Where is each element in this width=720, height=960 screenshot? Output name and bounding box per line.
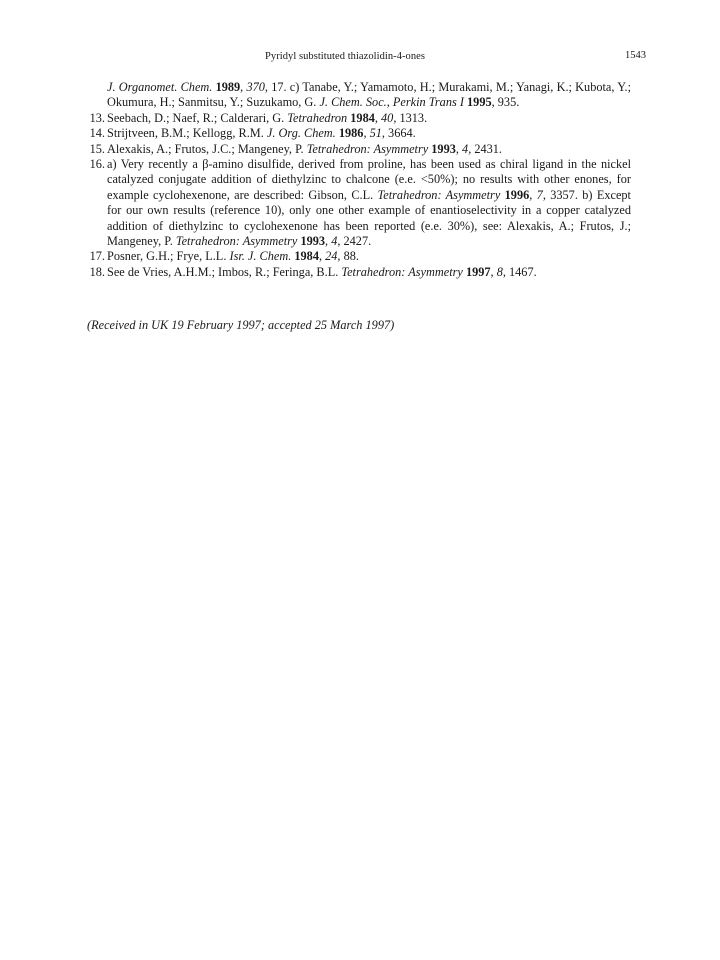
reference-number: 15.	[89, 141, 105, 156]
authors: See de Vries, A.H.M.; Imbos, R.; Feringa, B.L.	[107, 264, 342, 279]
journal-name: J. Chem. Soc., Perkin Trans I	[319, 95, 464, 110]
reference-17: 17. Posner, G.H.; Frye, L.L. Isr. J. Chem. 1984, 24, 88.	[85, 249, 631, 264]
journal-name: J. Org. Chem.	[266, 126, 336, 141]
pages: , 2427.	[337, 234, 372, 249]
authors: Posner, G.H.; Frye, L.L.	[107, 249, 230, 264]
volume: 51	[369, 126, 382, 141]
journal-name: Tetrahedron: Asymmetry	[341, 264, 463, 279]
authors: Alexakis, A.; Frutos, J.C.; Mangeney, P.	[107, 141, 307, 156]
pages: , 1313.	[393, 110, 428, 125]
reference-list	[85, 80, 631, 280]
journal-name: Tetrahedron: Asymmetry	[306, 141, 429, 156]
year: 1984	[350, 110, 375, 125]
volume: 4	[331, 234, 338, 249]
volume: 4	[462, 141, 469, 156]
pages: , 1467.	[502, 264, 537, 279]
received-note: (Received in UK 19 February 1997; accepted 25 March 1997)	[87, 318, 395, 332]
authors: Seebach, D.; Naef, R.; Calderari, G.	[107, 110, 288, 125]
reference-text: , 3357. b) Except for our own results (reference 10), only one other example of enantioselectivity in a copper catalyzed addition of diethylzinc to cyclohexenone has been reported (e.e. 30%), see: Alexakis, A.; Frutos, J.; Mangeney, P.	[107, 187, 631, 249]
journal-name: J. Organomet. Chem.	[107, 80, 213, 94]
volume: 24	[325, 249, 338, 264]
volume: 370	[246, 80, 265, 94]
journal-name: Tetrahedron: Asymmetry	[377, 187, 501, 202]
authors: Strijtveen, B.M.; Kellogg, R.M.	[107, 126, 267, 141]
volume: 8	[496, 264, 503, 279]
reference-text: , 17. c) Tanabe, Y.; Yamamoto, H.; Murakami, M.; Yanagi, K.; Kubota, Y.; Okumura, H.; Sanmitsu, Y.; Suzukamo, G.	[107, 80, 631, 110]
page-number: 1543	[625, 50, 646, 61]
reference-number: 13.	[89, 110, 105, 125]
year: 1996	[504, 187, 530, 202]
year: 1984	[294, 249, 319, 264]
pages: , 2431.	[468, 141, 503, 156]
year: 1993	[300, 234, 326, 249]
pages: , 3664.	[381, 126, 416, 141]
reference-15: 15. Alexakis, A.; Frutos, J.C.; Mangeney, P. Tetrahedron: Asymmetry 1993, 4, 2431.	[85, 142, 631, 157]
reference-text: a) Very recently a β-amino disulfide, derived from proline, has been used as chiral ligand in the nickel catalyzed conjugate addition of diethylzinc to chalcone (e.e. <50%); no results with other enones, for example cyclohexenone, are described: Gibson, C.L.	[107, 157, 631, 202]
reference-continuation: J. Organomet. Chem. 1989, 370, 17. c) Tanabe, Y.; Yamamoto, H.; Murakami, M.; Yanagi, K.; Kubota, Y.; Okumura, H.; Sanmitsu, Y.; Suzukamo, G. J. Chem. Soc., Perkin Trans I 1995, 935.	[107, 80, 631, 110]
pages: , 88.	[337, 249, 359, 264]
year: 1989	[215, 80, 241, 94]
year: 1995	[467, 95, 492, 110]
reference-number: 14.	[89, 126, 105, 141]
reference-number: 18.	[89, 264, 105, 279]
journal-name: Tetrahedron	[287, 110, 348, 125]
reference-18: 18. See de Vries, A.H.M.; Imbos, R.; Feringa, B.L. Tetrahedron: Asymmetry 1997, 8, 1467.	[85, 265, 631, 280]
journal-name: Tetrahedron: Asymmetry	[175, 234, 298, 249]
year: 1997	[465, 264, 491, 279]
journal-name: Isr. J. Chem.	[229, 249, 292, 264]
pages: , 935.	[491, 95, 520, 110]
reference-14: 14. Strijtveen, B.M.; Kellogg, R.M. J. Org. Chem. 1986, 51, 3664.	[85, 126, 631, 141]
year: 1993	[431, 141, 456, 156]
year: 1986	[338, 126, 364, 141]
volume: 40	[381, 110, 394, 125]
running-title: Pyridyl substituted thiazolidin-4-ones	[265, 51, 425, 62]
volume: 7	[536, 187, 543, 202]
reference-13: 13. Seebach, D.; Naef, R.; Calderari, G. Tetrahedron 1984, 40, 1313.	[85, 111, 631, 126]
reference-number: 17.	[89, 249, 105, 264]
reference-16: 16. a) Very recently a β-amino disulfide, derived from proline, has been used as chiral ligand in the nickel catalyzed conjugate addition of diethylzinc to chalcone (e.e. <50%); no results with other enones, for example cyclohexenone, are described: Gibson, C.L. Tetrahedron: Asymmetry 1996, 7, 3357. b) Except for our own results (reference 10), only one other example of enantioselectivity in a copper catalyzed addition of diethylzinc to cyclohexenone has been reported (e.e. 30%), see: Alexakis, A.; Frutos, J.; Mangeney, P. Tetrahedron: Asymmetry 1993, 4, 2427.	[85, 157, 631, 249]
reference-number: 16.	[89, 157, 105, 172]
